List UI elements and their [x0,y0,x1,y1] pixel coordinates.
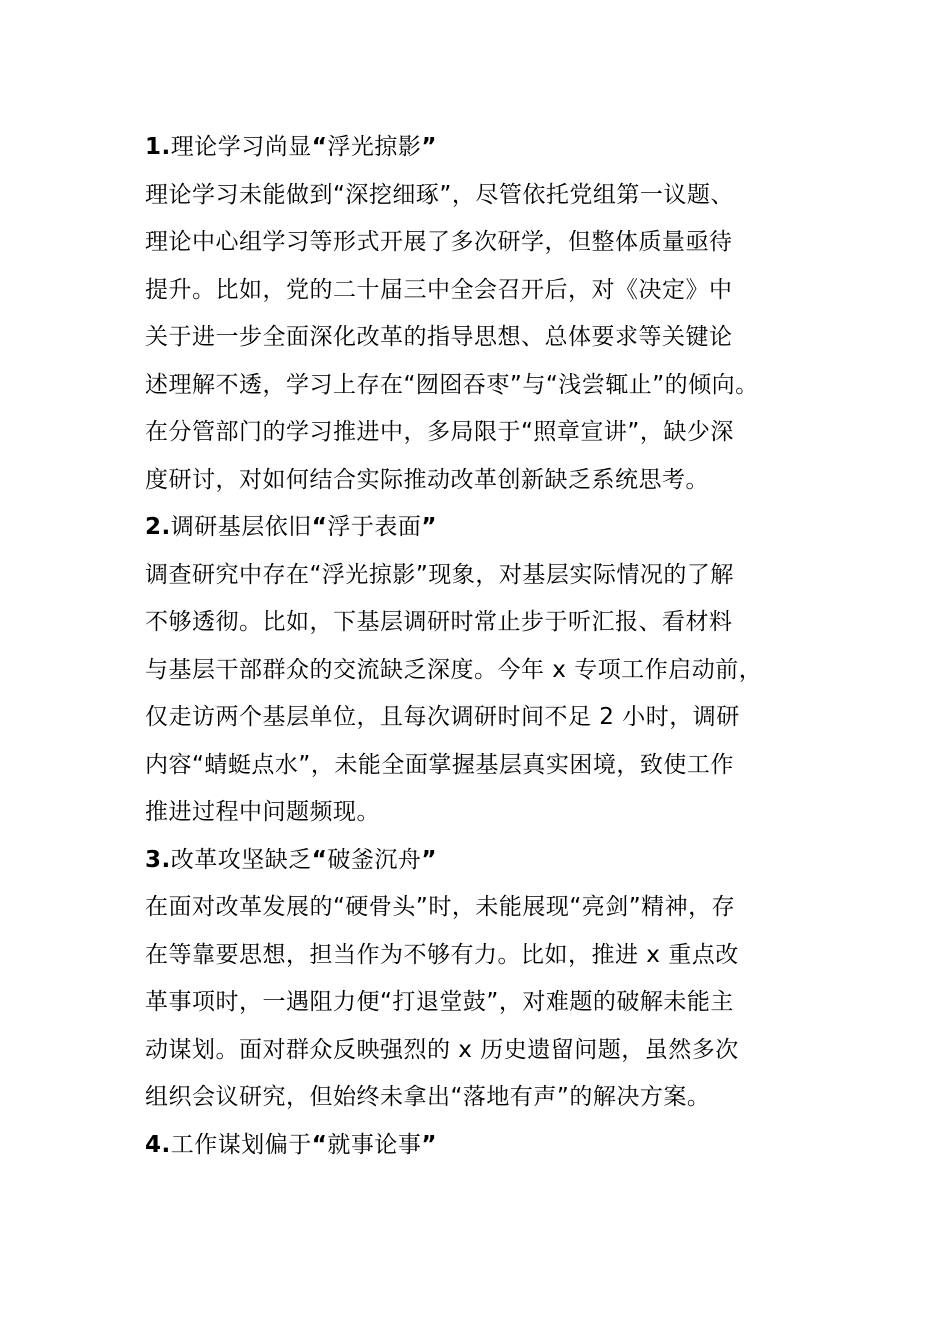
paragraph-line: 推进过程中问题频现。 [145,799,380,825]
section-quote-text: 就事论事 [327,1131,422,1158]
quote-close: ” [421,846,437,873]
section-quote-text: 浮光掠影 [327,134,422,160]
section-title: 调研基层依旧 [170,514,312,540]
section-title: 改革攻坚缺乏 [170,846,312,873]
section-quote-text: 破釜沉舟 [327,846,422,873]
paragraph-line: 述理解不透，学习上存在“囫囵吞枣”与“浅尝辄止”的倾向。 [145,371,759,398]
quote-open: “ [311,134,328,160]
paragraph-line: 提升。比如，党的二十届三中全会召开后，对《决定》中 [145,276,733,303]
section-title: 理论学习尚显 [170,134,312,160]
section-heading [145,1122,835,1170]
paragraph-line: 内容“蜻蜓点水”，未能全面掌握基层真实困境，致使工作 [145,751,734,778]
section-number: 1. [145,134,171,160]
paragraph-line: 度研讨，对如何结合实际推动改革创新缺乏系统思考。 [145,466,709,493]
paragraph-line: 组织会议研究，但始终未拿出“落地有声”的解决方案。 [145,1084,711,1110]
document-body [145,124,835,1169]
paragraph-line: 在等靠要思想，担当作为不够有力。比如，推进 x 重点改 [145,941,739,968]
paragraph-line: 革事项时，一遇阻力便“打退堂鼓”，对难题的破解未能主 [145,989,734,1015]
section-number: 2. [145,514,171,540]
paragraph-line: 理论中心组学习等形式开展了多次研学，但整体质量亟待 [145,229,733,255]
paragraph-line: 在面对改革发展的“硬骨头”时，未能展现“亮剑”精神，存 [145,894,736,920]
paragraph-line: 不够透彻。比如，下基层调研时常止步于听汇报、看材料 [145,609,733,635]
section-number: 3. [145,846,171,873]
paragraph-line: 关于进一步全面深化改革的指导思想、总体要求等关键论 [145,324,733,350]
section-heading [145,504,835,552]
section-heading [145,837,835,885]
section-title: 工作谋划偏于 [170,1131,312,1158]
quote-open: “ [311,514,328,540]
quote-close: ” [421,1131,437,1158]
paragraph-line: 调查研究中存在“浮光掠影”现象，对基层实际情况的了解 [145,561,734,588]
section-quote-text: 浮于表面 [327,514,422,540]
paragraph-line: 与基层干部群众的交流缺乏深度。今年 x 专项工作启动前， [145,656,763,683]
paragraph-line: 动谋划。面对群众反映强烈的 x 历史遗留问题，虽然多次 [145,1036,739,1063]
paragraph-line: 理论学习未能做到“深挖细琢”，尽管依托党组第一议题、 [145,181,734,208]
section-heading [145,124,835,172]
quote-open: “ [311,1131,328,1158]
quote-close: ” [421,514,437,540]
quote-close: ” [421,134,437,160]
quote-open: “ [311,846,328,873]
paragraph-line: 仅走访两个基层单位，且每次调研时间不足 2 小时，调研 [145,704,740,730]
section-number: 4. [145,1131,171,1158]
paragraph-line: 在分管部门的学习推进中，多局限于“照章宣讲”，缺少深 [145,419,734,445]
